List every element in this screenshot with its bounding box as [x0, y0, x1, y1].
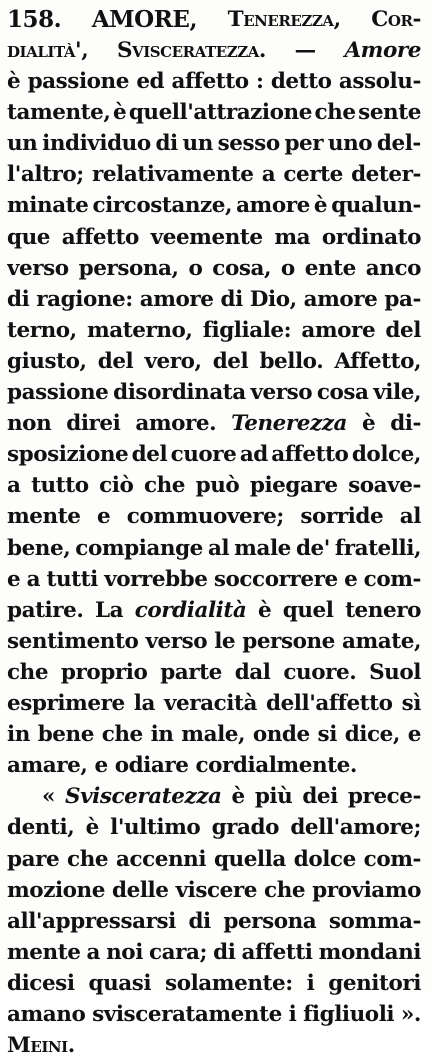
word: dell'amore; [290, 815, 421, 841]
word: mente [7, 939, 81, 965]
text-line [7, 687, 421, 720]
word: somma- [328, 908, 421, 934]
word: ed [136, 69, 165, 94]
word: dice, [344, 722, 400, 748]
word: denti, [7, 815, 75, 841]
word: cosa [316, 380, 369, 405]
word: un [7, 131, 38, 157]
word: dicesi [7, 970, 75, 996]
text-line [7, 905, 421, 938]
word: genitori [328, 970, 421, 996]
word: amore [236, 193, 310, 219]
text-line [7, 189, 421, 222]
word: amore [139, 286, 214, 312]
text-line [7, 65, 421, 98]
headword-word: Svisceratezza. [116, 38, 266, 63]
word: in [150, 722, 174, 748]
word: vero, [144, 348, 202, 374]
word: de' [295, 535, 330, 561]
word: l'ultimo [110, 815, 201, 841]
word: a [261, 162, 276, 188]
word: proprio [60, 659, 148, 685]
word: di [188, 908, 211, 934]
word: patire. [7, 597, 84, 623]
word: la [133, 691, 155, 716]
text-line [7, 500, 421, 533]
word: pare [7, 846, 60, 872]
word: è [85, 815, 99, 841]
word: male [234, 535, 291, 561]
word: persona, [78, 255, 179, 281]
word: è [257, 597, 272, 623]
word: uno [327, 131, 373, 157]
word: ciò [99, 473, 134, 499]
word: può [195, 473, 240, 499]
word: cordialità [134, 597, 247, 623]
word: ad [239, 442, 268, 468]
word: dal [234, 659, 271, 685]
word: verso [7, 255, 69, 281]
word: che [7, 659, 49, 685]
word: fratelli, [334, 535, 421, 561]
word: di [213, 939, 236, 965]
word: tutti [46, 566, 98, 592]
word: quell'attrazione [128, 100, 312, 126]
word: quel [282, 597, 334, 623]
word: soave- [348, 473, 421, 499]
word: affetto [61, 224, 139, 250]
text-line [7, 96, 421, 129]
word: individuo [42, 131, 151, 157]
word: veemente [150, 224, 263, 250]
word: al [207, 535, 230, 561]
word: cosa, [212, 255, 271, 281]
word: che [143, 473, 186, 499]
text-line [7, 1029, 421, 1062]
word: : [256, 69, 264, 94]
word: verso [145, 628, 208, 654]
word: del [385, 317, 421, 343]
entry-headword-line-2 [7, 34, 421, 67]
word: assolu- [338, 69, 421, 94]
word: dell'affetto [266, 691, 393, 716]
word: viscere [175, 877, 257, 903]
word: veracità [164, 691, 257, 716]
word: Tenerezza [231, 411, 347, 437]
word: non [7, 411, 52, 437]
word: proviamo [312, 877, 421, 903]
text-line [7, 874, 421, 907]
word: è [313, 193, 328, 219]
word: giusto, [7, 348, 87, 374]
headword-word: AMORE, [91, 6, 198, 33]
text-line [7, 283, 421, 316]
word: cuore [170, 442, 237, 468]
word: del [131, 442, 168, 468]
word: onde [252, 722, 310, 748]
word: svisceratamente [92, 1002, 282, 1027]
word: solamente: [165, 970, 293, 996]
word: « [42, 784, 55, 810]
word: sposizione [7, 442, 129, 468]
word: o [280, 255, 295, 281]
word: di- [390, 411, 421, 437]
word: a [86, 939, 101, 965]
word: persona [223, 908, 317, 934]
word: detto [270, 69, 332, 94]
text-line [7, 749, 421, 782]
text-line [7, 967, 421, 1000]
word: e [407, 722, 421, 748]
word: affetto [171, 69, 249, 94]
text-line [7, 314, 421, 347]
word: delle [112, 877, 169, 903]
word: cuore. [283, 659, 357, 685]
word: verso [250, 380, 313, 405]
word: compiange [75, 535, 203, 561]
word: è [231, 784, 245, 810]
word: l'altro; [7, 162, 84, 188]
word: commuovere; [126, 504, 284, 530]
headword-word: Cor- [371, 7, 421, 32]
word: mozione [7, 877, 105, 903]
text-line [7, 252, 421, 285]
word: figliale: [202, 317, 292, 343]
word: amore [301, 317, 376, 343]
word: ente [304, 255, 356, 281]
word: amore [303, 286, 378, 312]
word: mente [7, 504, 81, 530]
word: o [188, 255, 203, 281]
word: che [101, 722, 143, 748]
word: amano [7, 1002, 86, 1027]
word: Suol [369, 659, 421, 685]
word: La [95, 597, 124, 623]
word: a [7, 473, 21, 499]
word: per [284, 131, 324, 157]
headword-word: — [294, 38, 316, 63]
word: un [182, 131, 213, 157]
word: tenero [345, 597, 421, 623]
text-line [7, 438, 421, 471]
word: ». [400, 1002, 421, 1027]
word: dei [302, 784, 338, 810]
text-line [7, 843, 421, 876]
word: cara; [149, 939, 207, 965]
word: que [7, 224, 50, 250]
word: all'appressarsi [7, 908, 176, 934]
word: dolce, [351, 442, 421, 468]
word: amore. [135, 411, 217, 437]
word: quasi [88, 970, 152, 996]
word: Dio, [249, 286, 297, 312]
word: le [214, 628, 236, 654]
word: in [7, 722, 30, 748]
word: deter- [351, 162, 421, 188]
text-line [7, 127, 421, 160]
word: i [306, 970, 315, 996]
word: esprimere [7, 691, 125, 716]
text-line [7, 998, 421, 1031]
word: di [220, 286, 243, 312]
word: sente [358, 100, 421, 126]
word: è [361, 411, 376, 437]
word: al [399, 504, 421, 530]
word: certe [283, 162, 343, 188]
word: circostanze, [92, 193, 233, 219]
word: e [344, 566, 358, 592]
word: male, [181, 722, 246, 748]
word: e [7, 566, 21, 592]
word: accenni [115, 846, 207, 872]
word: sorride [300, 504, 384, 530]
word: che [264, 877, 306, 903]
text-line [42, 780, 421, 813]
word: che [314, 100, 356, 126]
text-line [7, 625, 421, 658]
word: terno, [7, 317, 77, 343]
word: qualun- [331, 193, 421, 219]
word: bene [37, 722, 94, 748]
word: figliuoli [303, 1002, 395, 1027]
text-line [7, 158, 421, 191]
word: di [7, 286, 30, 312]
word: persone [242, 628, 335, 654]
word: minate [7, 193, 89, 219]
word: bene, [7, 535, 71, 561]
word: di [155, 131, 178, 157]
word: e [96, 504, 111, 530]
text-line [7, 221, 421, 254]
word: piegare [249, 473, 338, 499]
text-line [7, 532, 421, 565]
text-line [7, 718, 421, 751]
text-line [7, 345, 421, 378]
text-line [7, 376, 421, 409]
word: tutto [31, 473, 89, 499]
word: bello. [259, 348, 324, 374]
word: più [254, 784, 293, 810]
word: mondani [318, 939, 421, 965]
word: com- [363, 846, 421, 872]
word: Meini. [7, 1033, 75, 1059]
text-line [7, 563, 421, 596]
word: soccorrere [213, 566, 338, 592]
word: ordinato [321, 224, 421, 250]
word: materno, [86, 317, 193, 343]
word: relativamente [92, 162, 254, 188]
word: dolce [293, 846, 356, 872]
word: amare, e odiare cordialmente. [7, 753, 357, 779]
word: del [97, 348, 134, 374]
word: i [288, 1002, 297, 1027]
text-line [7, 936, 421, 969]
word: sì [401, 691, 421, 716]
word: grado [211, 815, 280, 841]
headword-word: Tenerezza, [227, 7, 341, 32]
word: a [26, 566, 41, 592]
word: disordinata [113, 380, 246, 405]
text-line [7, 407, 421, 440]
word: sentimento [7, 628, 139, 654]
headword-word: Amore [344, 38, 421, 63]
headword-word: dialità', [7, 38, 89, 63]
word: amate, [341, 628, 421, 654]
word: parte [160, 659, 222, 685]
word: affetti [241, 939, 313, 965]
word: pa- [384, 286, 421, 312]
text-line [7, 811, 421, 844]
word: vorrebbe [104, 566, 208, 592]
word: passione [7, 380, 109, 405]
word: quella [213, 846, 286, 872]
word: è [113, 100, 127, 126]
word: com- [363, 566, 421, 592]
text-line [7, 469, 421, 502]
word: è [7, 69, 21, 94]
word: sesso [217, 131, 280, 157]
word: tamente, [7, 100, 111, 126]
word: noi [106, 939, 143, 965]
word: anco [365, 255, 421, 281]
entry-headword-line-1 [7, 3, 421, 36]
word: del- [376, 131, 421, 157]
text-line [7, 594, 421, 627]
word: direi [66, 411, 121, 437]
headword-word: 158. [7, 6, 62, 33]
word: vile, [373, 380, 421, 405]
word: passione [27, 69, 129, 94]
word: Affetto, [334, 348, 421, 374]
word: affetto [271, 442, 349, 468]
word: ragione: [36, 286, 133, 312]
word: del [212, 348, 249, 374]
word: si [317, 722, 337, 748]
word: ma [274, 224, 311, 250]
word: prece- [347, 784, 421, 810]
word: Svisceratezza [65, 784, 222, 810]
word: che [67, 846, 109, 872]
text-line [7, 656, 421, 689]
